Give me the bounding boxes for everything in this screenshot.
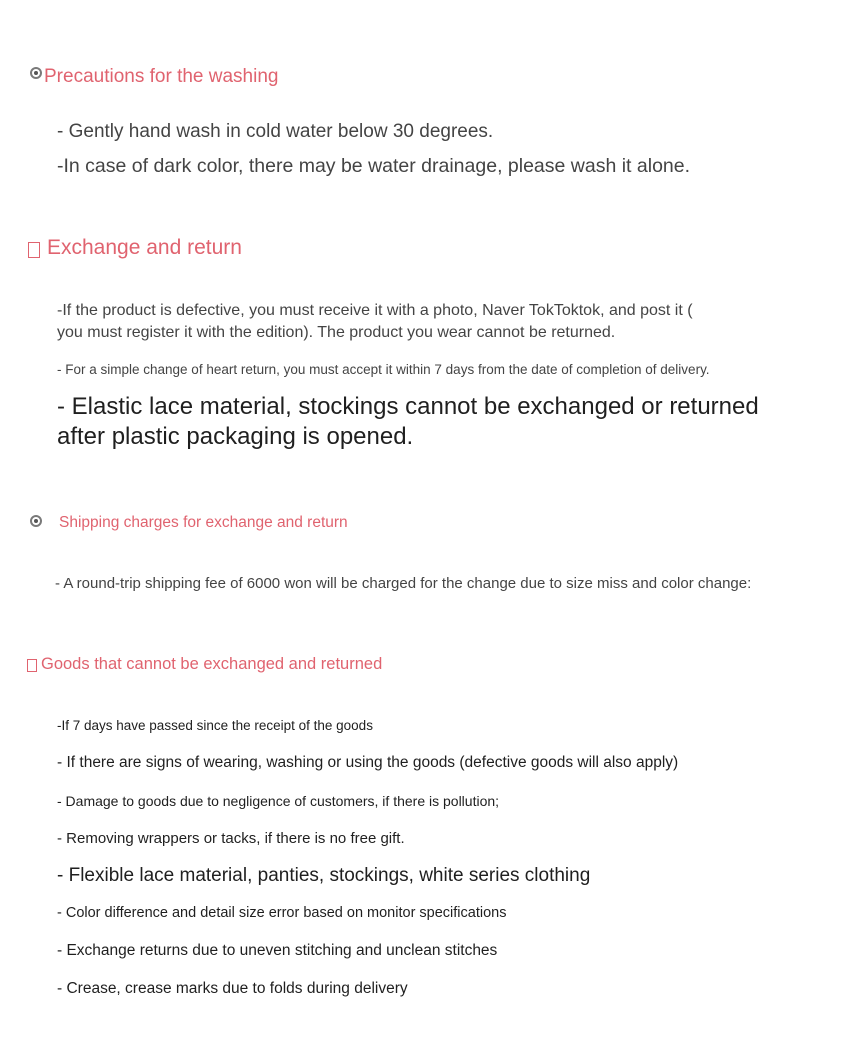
radio-bullet-icon	[30, 67, 42, 79]
exchange-simple-change: - For a simple change of heart return, you must accept it within 7 days from the date of completion of delivery.	[57, 362, 710, 377]
box-bullet-icon	[27, 659, 37, 672]
exchange-defect-line: you must register it with the edition). The product you wear cannot be returned.	[57, 324, 616, 341]
list-item: - Damage to goods due to negligence of customers, if there is pollution;	[57, 793, 500, 809]
washing-title: Precautions for the washing	[44, 66, 279, 87]
exchange-defect-line: -If the product is defective, you must receive it with a photo, Naver TokToktok, and post it (	[57, 302, 693, 319]
radio-bullet-icon	[30, 515, 42, 527]
shipping-fee: - A round-trip shipping fee of 6000 won will be charged for the change due to size miss and color change:	[55, 575, 752, 592]
list-item: - Exchange returns due to uneven stitching and unclean stitches	[57, 942, 498, 959]
list-item: - Flexible lace material, panties, stockings, white series clothing	[57, 865, 591, 886]
washing-line: - Gently hand wash in cold water below 30 degrees.	[57, 121, 494, 142]
list-item: - Color difference and detail size error based on monitor specifications	[57, 905, 507, 921]
list-item: - Crease, crease marks due to folds during delivery	[57, 980, 408, 997]
list-item: - Removing wrappers or tacks, if there is no free gift.	[57, 830, 405, 847]
not-returnable-title: Goods that cannot be exchanged and returned	[41, 655, 383, 673]
list-item: - If there are signs of wearing, washing or using the goods (defective goods will also apply)	[57, 754, 679, 771]
list-item: -If 7 days have passed since the receipt of the goods	[57, 718, 373, 733]
shipping-title: Shipping charges for exchange and return	[59, 514, 348, 531]
exchange-elastic-line: after plastic packaging is opened.	[57, 423, 414, 450]
exchange-elastic-line: - Elastic lace material, stockings cannot be exchanged or returned	[57, 393, 759, 420]
box-bullet-icon	[28, 242, 40, 258]
washing-line: -In case of dark color, there may be water drainage, please wash it alone.	[57, 155, 691, 177]
exchange-title: Exchange and return	[47, 236, 242, 259]
